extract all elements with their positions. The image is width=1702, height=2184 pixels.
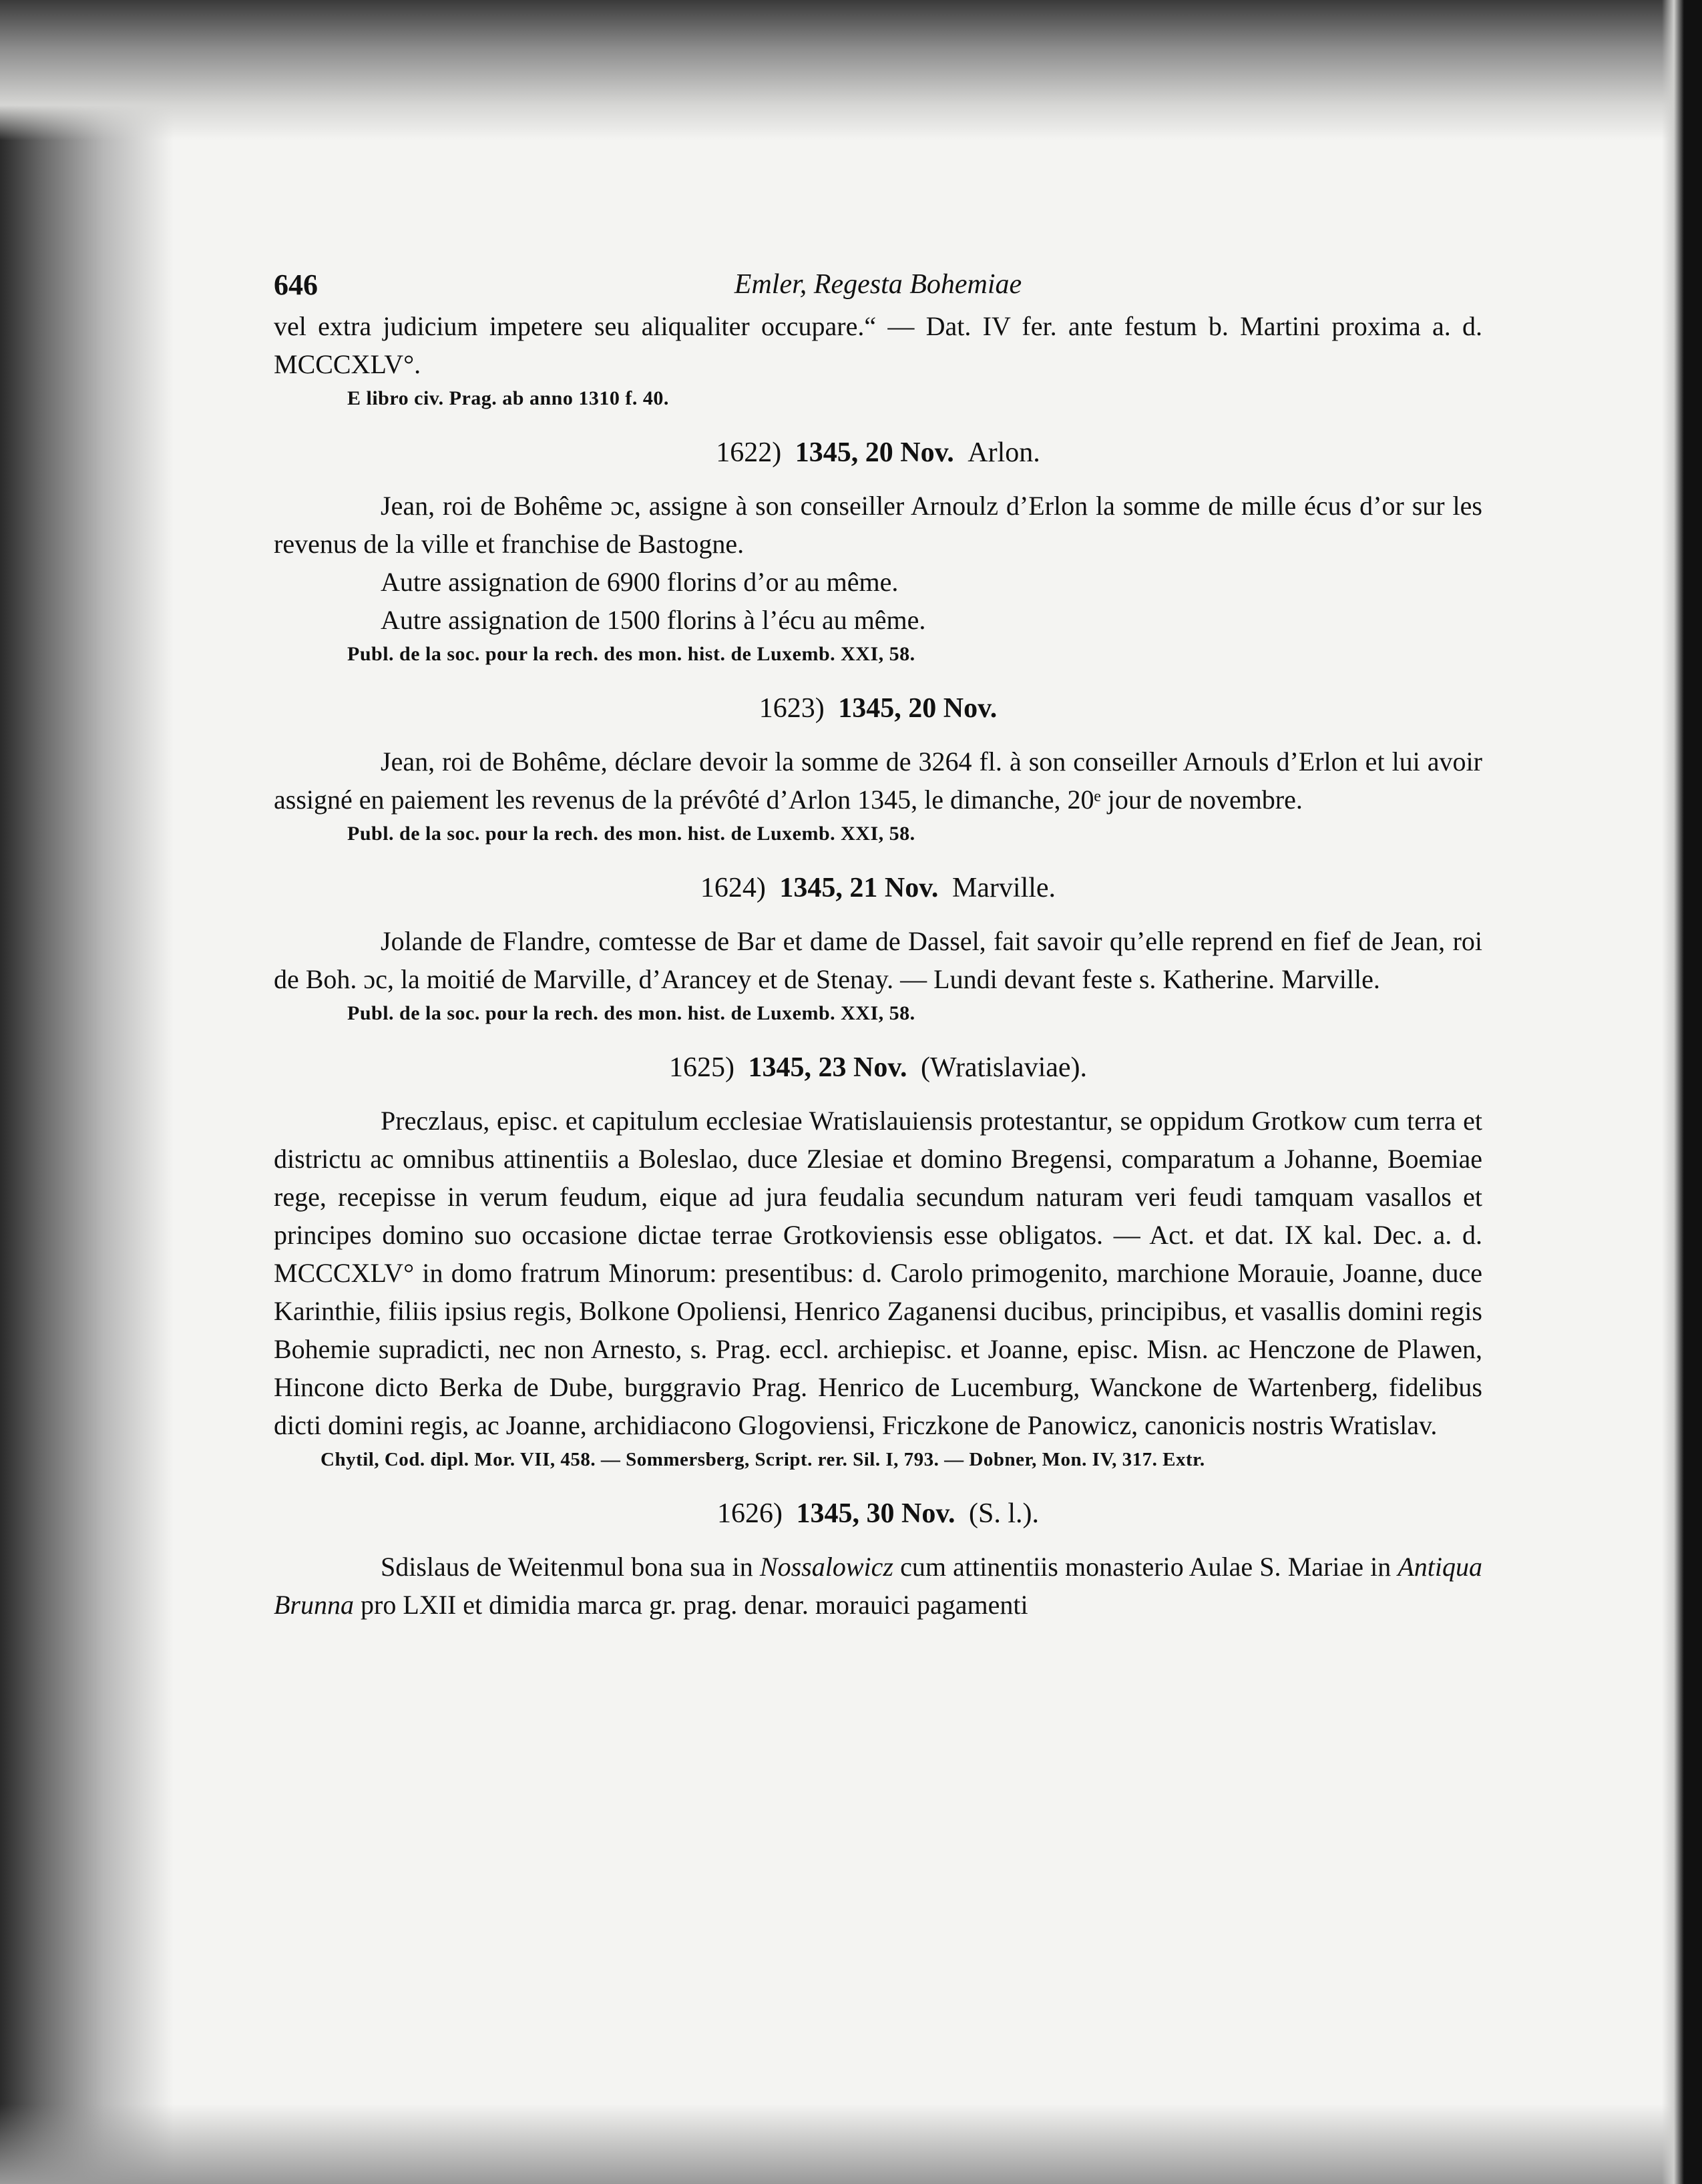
entry-place: (Wratislaviae).	[921, 1052, 1088, 1083]
intro-paragraph: vel extra judicium impetere seu aliqualiter occupare.“ — Dat. IV fer. ante festum b. Martini proxima a. d. MCCCXLV°.	[274, 311, 1482, 379]
entry-1622	[274, 434, 1482, 668]
entry-heading	[274, 434, 1482, 472]
entry-number: 1626)	[716, 1498, 783, 1529]
entry-paragraph: Jolande de Flandre, comtesse de Bar et dame de Dassel, fait savoir qu’elle reprend en fief de Jean, roi de Boh. ɔc, la moitié de Marville, d’Arancey et de Stenay. — Lundi devant feste s. Katherine. Marville.	[274, 926, 1482, 994]
place-name-italic: Nossalowicz	[759, 1552, 893, 1582]
entry-date: 1345, 20 Nov.	[795, 437, 954, 468]
entry-number: 1625)	[668, 1052, 734, 1083]
entry-number: 1622)	[716, 437, 782, 468]
entry-paragraph: Jean, roi de Bohême ɔc, assigne à son conseiller Arnoulz d’Erlon la somme de mille écus d’or sur les revenus de la ville et franchise de Bastogne.	[274, 491, 1482, 559]
entry-paragraph: Autre assignation de 1500 florins à l’écu au même.	[381, 605, 926, 635]
entry-paragraph: Preczlaus, episc. et capitulum ecclesiae Wratislauiensis protestantur, se oppidum Grotkow cum terra et districtu ac omnibus attinentiis a Boleslao, duce Zlesiae et domino Bregensi, comparatum a Johanne, Boemiae rege, recepisse in verum feudum, eique ad jura feudalia secundum naturam veri feudi tamquam vasallos et principes domino suo occasione dictae terrae Grotkoviensis esse obligatos. — Act. et dat. IX kal. Dec. a. d. MCCCXLV° in domo fratrum Minorum: presentibus: d. Carolo primogenito, marchione Morauie, Joanne, duce Karinthie, filiis ipsius regis, Bolkone Opoliensi, Henrico Zaganensi ducibus, principibus, et vasallis domini regis Bohemie supradicti, nec non Arnesto, s. Prag. eccl. archiepisc. et Joanne, episc. Misn. ac Henczone de Plawen, Hincone dicto Berka de Dube, burggravio Prag. Henrico de Lucemburg, Wanckone de Wartenberg, fidelibus dicti domini regis, ac Joanne, archidiacono Glogoviensi, Friczkone de Panowicz, canonicis nostris Wratislav.	[274, 1106, 1482, 1440]
entry-source: Publ. de la soc. pour la rech. des mon. hist. de Luxemb. XXI, 58.	[347, 1002, 915, 1024]
place-name-italic: Antiqua Brunna	[274, 1552, 1483, 1620]
entry-date: 1345, 21 Nov.	[779, 873, 939, 903]
scan-edge-right	[1662, 0, 1702, 2184]
entry-heading	[274, 690, 1482, 728]
entry-paragraph	[274, 1548, 1482, 1624]
entry-source: Publ. de la soc. pour la rech. des mon. hist. de Luxemb. XXI, 58.	[347, 643, 915, 665]
entry-heading	[274, 1495, 1482, 1533]
page-number: 646	[274, 268, 318, 301]
entry-paragraph: Jean, roi de Bohême, déclare devoir la somme de 3264 fl. à son conseiller Arnouls d’Erlon et lui avoir assigné en paiement les revenus de la prévôté d’Arlon 1345, le dimanche, 20ᵉ jour de novembre.	[274, 746, 1482, 815]
entry-place: Arlon.	[968, 437, 1040, 468]
scan-shadow-bottom	[0, 2104, 1702, 2184]
entry-place: Marville.	[951, 873, 1056, 903]
text-run: cum attinentiis monasterio Aulae S. Mariae in	[893, 1552, 1398, 1582]
entry-paragraph: Autre assignation de 6900 florins d’or au même.	[381, 567, 899, 597]
text-run: pro LXII et dimidia marca gr. prag. denar. morauici pagamenti	[354, 1590, 1028, 1620]
entry-1623	[274, 690, 1482, 848]
scan-shadow-top	[0, 0, 1702, 140]
scan-shadow-left	[0, 0, 174, 2184]
entry-date: 1345, 30 Nov.	[796, 1498, 955, 1529]
entry-place: (S. l.).	[969, 1498, 1039, 1529]
page-content	[274, 260, 1482, 1624]
entry-heading	[274, 869, 1482, 907]
running-head	[274, 260, 1482, 307]
entry-heading	[274, 1049, 1482, 1087]
intro-source: E libro civ. Prag. ab anno 1310 f. 40.	[347, 387, 669, 409]
entry-date: 1345, 23 Nov.	[748, 1052, 907, 1083]
text-run: Sdislaus de Weitenmul bona sua in	[381, 1552, 760, 1582]
entry-1626	[274, 1495, 1482, 1624]
entry-number: 1624)	[700, 873, 766, 903]
entry-1625	[274, 1049, 1482, 1474]
entry-source: Publ. de la soc. pour la rech. des mon. hist. de Luxemb. XXI, 58.	[347, 823, 915, 845]
entry-1624	[274, 869, 1482, 1028]
entry-number: 1623)	[759, 693, 825, 724]
entry-source: Chytil, Cod. dipl. Mor. VII, 458. — Sommersberg, Script. rer. Sil. I, 793. — Dobner, Mon. IV, 317. Extr.	[321, 1449, 1205, 1470]
entry-date: 1345, 20 Nov.	[838, 693, 998, 724]
running-title: Emler, Regesta Bohemiae	[734, 269, 1022, 300]
